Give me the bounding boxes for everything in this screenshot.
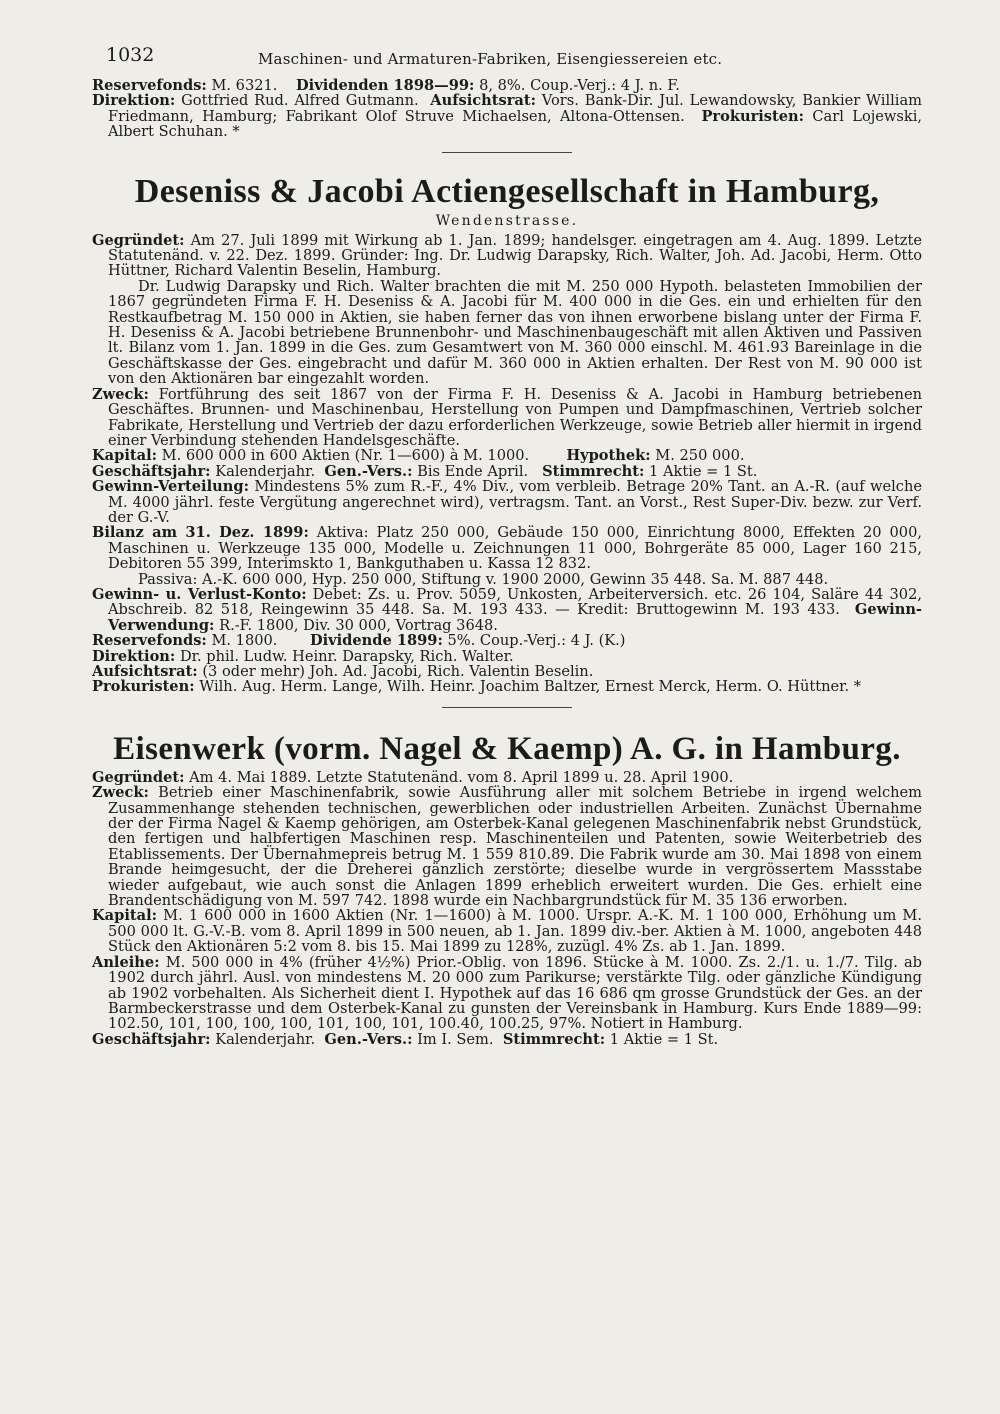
reserve-dividend-line: Reservefonds: M. 6321. Dividenden 1898—99: 8, 8%. Coup.-Verj.: 4 J. n. F. xyxy=(92,77,680,94)
section-divider xyxy=(442,707,572,708)
geschaeftsjahr-entry: Geschäftsjahr: Kalenderjahr. Gen.-Vers.: Im I. Sem. Stimmrecht: 1 Aktie = 1 St. xyxy=(92,1030,719,1048)
direktion-aufsichtsrat-entry: Direktion: Gottfried Rud. Alfred Gutmann. Aufsichtsrat: Vors. Bank-Dir. Jul. Lewandowsky, Bankier William Friedmann, Hamburg; Fabrikant Olof Struve Michaelsen, Altona-Ottensen. Prokuristen: Carl Lojewski, Albert Schuhan. * xyxy=(92,92,923,141)
running-title: Maschinen- und Armaturen-Fabriken, Eisengiessereien etc. xyxy=(258,50,723,68)
company-entry-eisenwerk xyxy=(92,770,922,1047)
zweck-entry: Zweck: Fortführung des seit 1867 von der Firma F. H. Deseniss & A. Jacobi in Hamburg betriebenen Geschäftes. Brunnen- und Maschinenbau, Herstellung von Pumpen und Dampfmaschinen, Vertrieb solcher Fabrikate, Herstellung und Vertrieb der dazu erforderlichen Werkzeuge, sowie Betrieb aller hiermit in irgend einer Verbindung stehenden Handelsgeschäfte. xyxy=(92,385,922,449)
zweck-entry: Zweck: Betrieb einer Maschinenfabrik, sowie Ausführung aller mit solchem Betriebe in irgend welchem Zusammenhange stehenden technischen, gewerblichen oder industriellen Arbeiten. Zunächst Übernahme der der Firma Nagel & Kaemp gehörigen, am Osterbek-Kanal gelegenen Maschinenfabrik nebst Grundstück, den fertigen und halbfertigen Maschinen resp. Maschinenteilen und Patenten, sowie Weiterbetrieb des Etablissements. Der Übernahmepreis betrug M. 1 559 810.89. Die Fabrik wurde am 30. Mai 1898 von einem Brande heimgesucht, der die Dreherei gänzlich zerstörte; dieselbe wurde in vergrössertem Massstabe wieder aufgebaut, wie auch sonst die Anlagen 1899 erheblich erweitert wurden. Die Ges. erhielt eine Brandentschädigung von M. 597 742. 1898 wurde ein Nachbargrundstück für M. 35 136 erworben. xyxy=(92,784,922,910)
gewinn-verlust-entry: Gewinn- u. Verlust-Konto: Debet: Zs. u. Prov. 5059, Unkosten, Arbeiterversich. etc. 26 104, Saläre 44 302, Abschreib. 82 518, Reingewinn 35 448. Sa. M. 193 433. — Kredit: Bruttogewinn M. 193 433. Gewinn-Verwendung: R.-F. 1800, Div. 30 000, Vortrag 3648. xyxy=(92,585,923,634)
kapital-entry: Kapital: M. 600 000 in 600 Aktien (Nr. 1—600) à M. 1000. Hypothek: M. 250 000. xyxy=(92,447,745,465)
gewinn-verteilung-entry: Gewinn-Verteilung: Mindestens 5% zum R.-F., 4% Div., vom verbleib. Betrage 20% Tant. an A.-R. (auf welche M. 4000 jährl. feste Vergütung angerechnet wird), vertragsm. Tant. an Vorst., Rest Super-Div. bezw. zur Verf. der G.-V. xyxy=(92,478,922,526)
company-title-eisenwerk: Eisenwerk (vorm. Nagel & Kaemp) A. G. in Hamburg. xyxy=(113,730,901,767)
section-divider xyxy=(442,152,572,153)
geschaeftsjahr-entry: Geschäftsjahr: Kalenderjahr. Gen.-Vers.: Bis Ende April. Stimmrecht: 1 Aktie = 1 St. xyxy=(92,462,758,480)
bilanz-passiva: Passiva: A.-K. 600 000, Hyp. 250 000, Stiftung v. 1900 2000, Gewinn 35 448. Sa. M. 887 448. xyxy=(138,570,829,588)
anleihe-entry: Anleihe: M. 500 000 in 4% (früher 4½%) Prior.-Oblig. von 1896. Stücke à M. 1000. Zs. 2./1. u. 1./7. Tilg. ab 1902 durch jährl. Ausl. von mindestens M. 20 000 zum Parikurse; verstärkte Tilg. oder gänzliche Kündigung ab 1902 vorbehalten. Als Sicherheit dient I. Hypothek auf das 16 686 qm grosse Grundstück der Ges. an der Barmbeckerstrasse und dem Osterbek-Kanal zu gunsten der Vereinsbank in Hamburg. Kurs Ende 1889—99: 102.50, 101, 100, 100, 100, 101, 100, 101, 100.40, 100.25, 97%. Notiert in Hamburg. xyxy=(92,953,922,1033)
bilanz-entry: Bilanz am 31. Dez. 1899: Aktiva: Platz 250 000, Gebäude 150 000, Einrichtung 8000, Effekten 20 000, Maschinen u. Werkzeuge 135 000, Modelle u. Zeichnungen 11 000, Bohrgeräte 85 000, Lager 160 215, Debitoren 55 399, Interimskto 1, Bankguthaben u. Kassa 12 832. xyxy=(92,524,923,573)
company-entry-deseniss xyxy=(92,233,922,695)
page-number: 1032 xyxy=(106,44,155,66)
direktion-entry: Direktion: Dr. phil. Ludw. Heinr. Darapsky, Rich. Walter. xyxy=(92,647,514,665)
company-title-deseniss: Deseniss & Jacobi Actiengesellschaft in Hamburg, xyxy=(134,172,880,210)
company-street: Wendenstrasse. xyxy=(435,212,579,229)
reserve-dividende-entry: Reservefonds: M. 1800. Dividende 1899: 5%. Coup.-Verj.: 4 J. (K.) xyxy=(92,632,626,650)
kapital-entry: Kapital: M. 1 600 000 in 1600 Aktien (Nr. 1—1600) à M. 1000. Urspr. A.-K. M. 1 100 000, Erhöhung um M. 500 000 lt. G.-V.-B. vom 8. April 1899 in 500 neuen, ab 1. Jan. 1899 div.-ber. Aktien à M. 1000, angeboten 448 Stück den Aktionären 5:2 vom 8. bis 15. Mai 1899 zu 128%, zuzügl. 4% Zs. ab 1. Jan. 1899. xyxy=(92,907,922,956)
page-header xyxy=(92,38,922,78)
gegruendet-paragraph: Dr. Ludwig Darapsky und Rich. Walter brachten die mit M. 250 000 Hypoth. belasteten Immobilien der 1867 gegründeten Firma F. H. Deseniss & A. Jacobi für M. 400 000 in die Ges. ein und erhielten für den Restkaufbetrag M. 150 000 in Aktien, sie haben ferner das von ihnen erworbene bislang unter der Firma F. H. Deseniss & A. Jacobi betriebene Brunnenbohr- und Maschinenbaugeschäft mit allen Aktiven und Passiven lt. Bilanz vom 1. Jan. 1899 in die Ges. zum Gesamtwert von M. 360 000 einschl. M. 461.93 Bareinlage in die Geschäftskasse der Ges. eingebracht und dafür M. 360 000 in Aktien erhalten. Der Rest von M. 90 000 ist von den Aktionären bar eingezahlt worden. xyxy=(108,277,922,388)
gegruendet-entry: Gegründet: Am 4. Mai 1889. Letzte Statutenänd. vom 8. April 1899 u. 28. April 1900. xyxy=(92,768,734,786)
aufsichtsrat-entry: Aufsichtsrat: (3 oder mehr) Joh. Ad. Jacobi, Rich. Valentin Beselin. xyxy=(92,663,594,680)
previous-company-tail xyxy=(92,78,922,140)
gegruendet-entry: Gegründet: Am 27. Juli 1899 mit Wirkung ab 1. Jan. 1899; handelsger. eingetragen am 4. Aug. 1899. Letzte Statutenänd. v. 22. Dez. 1899. Gründer: Ing. Dr. Ludwig Darapsky, Rich. Walter, Joh. Ad. Jacobi, Herm. Otto Hüttner, Richard Valentin Beselin, Hamburg. xyxy=(92,231,922,280)
prokuristen-entry: Prokuristen: Wilh. Aug. Herm. Lange, Wilh. Heinr. Joachim Baltzer, Ernest Merck, Herm. O. Hüttner. * xyxy=(92,678,862,696)
